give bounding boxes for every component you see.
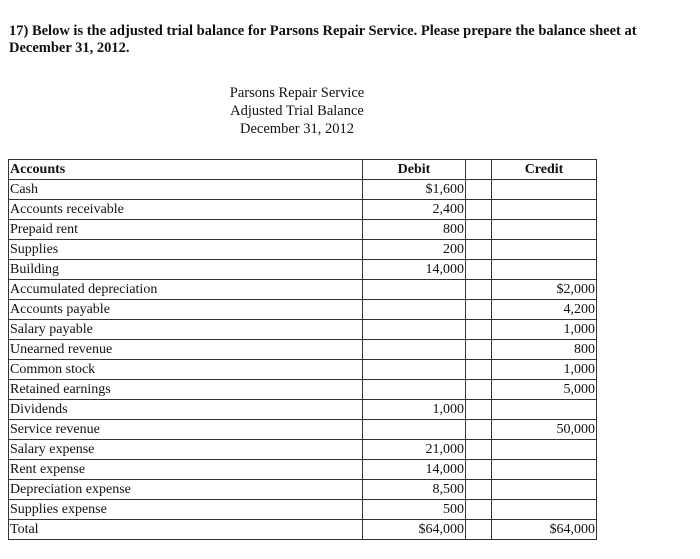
debit-cell: 1,000 (363, 400, 466, 420)
credit-cell (492, 480, 597, 500)
account-cell: Dividends (9, 400, 363, 420)
company-name: Parsons Repair Service (229, 85, 365, 101)
account-cell: Unearned revenue (9, 340, 363, 360)
question-text: 17) Below is the adjusted trial balance for Parsons Repair Service. Please prepare the balance sheet at December 31, 2012. (9, 23, 637, 56)
credit-cell (492, 400, 597, 420)
credit-cell: 5,000 (492, 380, 597, 400)
spacer-cell (466, 340, 492, 360)
spacer-cell (466, 520, 492, 540)
credit-cell: 1,000 (492, 320, 597, 340)
spacer-cell (466, 200, 492, 220)
credit-cell (492, 240, 597, 260)
spacer-cell (466, 380, 492, 400)
credit-cell (492, 460, 597, 480)
table-row (9, 340, 597, 360)
debit-cell: 500 (363, 500, 466, 520)
credit-cell: $2,000 (492, 280, 597, 300)
total-row (9, 520, 597, 540)
credit-cell: $64,000 (492, 520, 597, 540)
credit-cell: 800 (492, 340, 597, 360)
account-cell: Accounts payable (9, 300, 363, 320)
table-row (9, 480, 597, 500)
report-date: December 31, 2012 (240, 121, 354, 137)
credit-cell: 4,200 (492, 300, 597, 320)
debit-cell (363, 300, 466, 320)
account-cell: Service revenue (9, 420, 363, 440)
spacer-cell (466, 440, 492, 460)
table-row (9, 440, 597, 460)
credit-cell (492, 500, 597, 520)
spacer-cell (466, 460, 492, 480)
debit-cell: 2,400 (363, 200, 466, 220)
spacer-cell (466, 300, 492, 320)
debit-cell (363, 340, 466, 360)
account-cell: Building (9, 260, 363, 280)
account-cell: Accounts receivable (9, 200, 363, 220)
debit-cell: $1,600 (363, 180, 466, 200)
account-cell: Accumulated depreciation (9, 280, 363, 300)
account-cell: Salary expense (9, 440, 363, 460)
account-cell: Depreciation expense (9, 480, 363, 500)
credit-header: Credit (492, 160, 597, 180)
debit-cell: 800 (363, 220, 466, 240)
spacer-cell (466, 220, 492, 240)
account-cell: Prepaid rent (9, 220, 363, 240)
table-row (9, 180, 597, 200)
debit-cell: 8,500 (363, 480, 466, 500)
table-row (9, 380, 597, 400)
spacer-cell (466, 400, 492, 420)
accounts-header: Accounts (9, 160, 363, 180)
credit-cell (492, 260, 597, 280)
spacer-cell (466, 160, 492, 180)
debit-cell (363, 360, 466, 380)
table-row (9, 420, 597, 440)
spacer-cell (466, 320, 492, 340)
table-row (9, 400, 597, 420)
account-cell: Retained earnings (9, 380, 363, 400)
account-cell: Salary payable (9, 320, 363, 340)
debit-cell (363, 420, 466, 440)
account-cell: Cash (9, 180, 363, 200)
spacer-cell (466, 480, 492, 500)
table-row (9, 320, 597, 340)
table-row (9, 360, 597, 380)
account-cell: Rent expense (9, 460, 363, 480)
debit-cell: 14,000 (363, 460, 466, 480)
debit-cell (363, 280, 466, 300)
table-row (9, 240, 597, 260)
credit-cell (492, 440, 597, 460)
table-row (9, 460, 597, 480)
table-row (9, 200, 597, 220)
account-cell: Common stock (9, 360, 363, 380)
credit-cell (492, 200, 597, 220)
table-row (9, 280, 597, 300)
spacer-cell (466, 180, 492, 200)
debit-cell: 21,000 (363, 440, 466, 460)
debit-cell: 14,000 (363, 260, 466, 280)
spacer-cell (466, 420, 492, 440)
credit-cell: 50,000 (492, 420, 597, 440)
spacer-cell (466, 280, 492, 300)
spacer-cell (466, 260, 492, 280)
table-header-row (9, 160, 597, 180)
trial-balance-table (8, 159, 597, 540)
report-title: Adjusted Trial Balance (230, 103, 364, 119)
account-cell: Total (9, 520, 363, 540)
debit-cell: $64,000 (363, 520, 466, 540)
credit-cell (492, 220, 597, 240)
table-row (9, 500, 597, 520)
debit-cell: 200 (363, 240, 466, 260)
spacer-cell (466, 500, 492, 520)
credit-cell: 1,000 (492, 360, 597, 380)
table-row (9, 260, 597, 280)
table-row (9, 220, 597, 240)
account-cell: Supplies expense (9, 500, 363, 520)
debit-header: Debit (363, 160, 466, 180)
debit-cell (363, 320, 466, 340)
debit-cell (363, 380, 466, 400)
account-cell: Supplies (9, 240, 363, 260)
table-row (9, 300, 597, 320)
spacer-cell (466, 240, 492, 260)
credit-cell (492, 180, 597, 200)
spacer-cell (466, 360, 492, 380)
